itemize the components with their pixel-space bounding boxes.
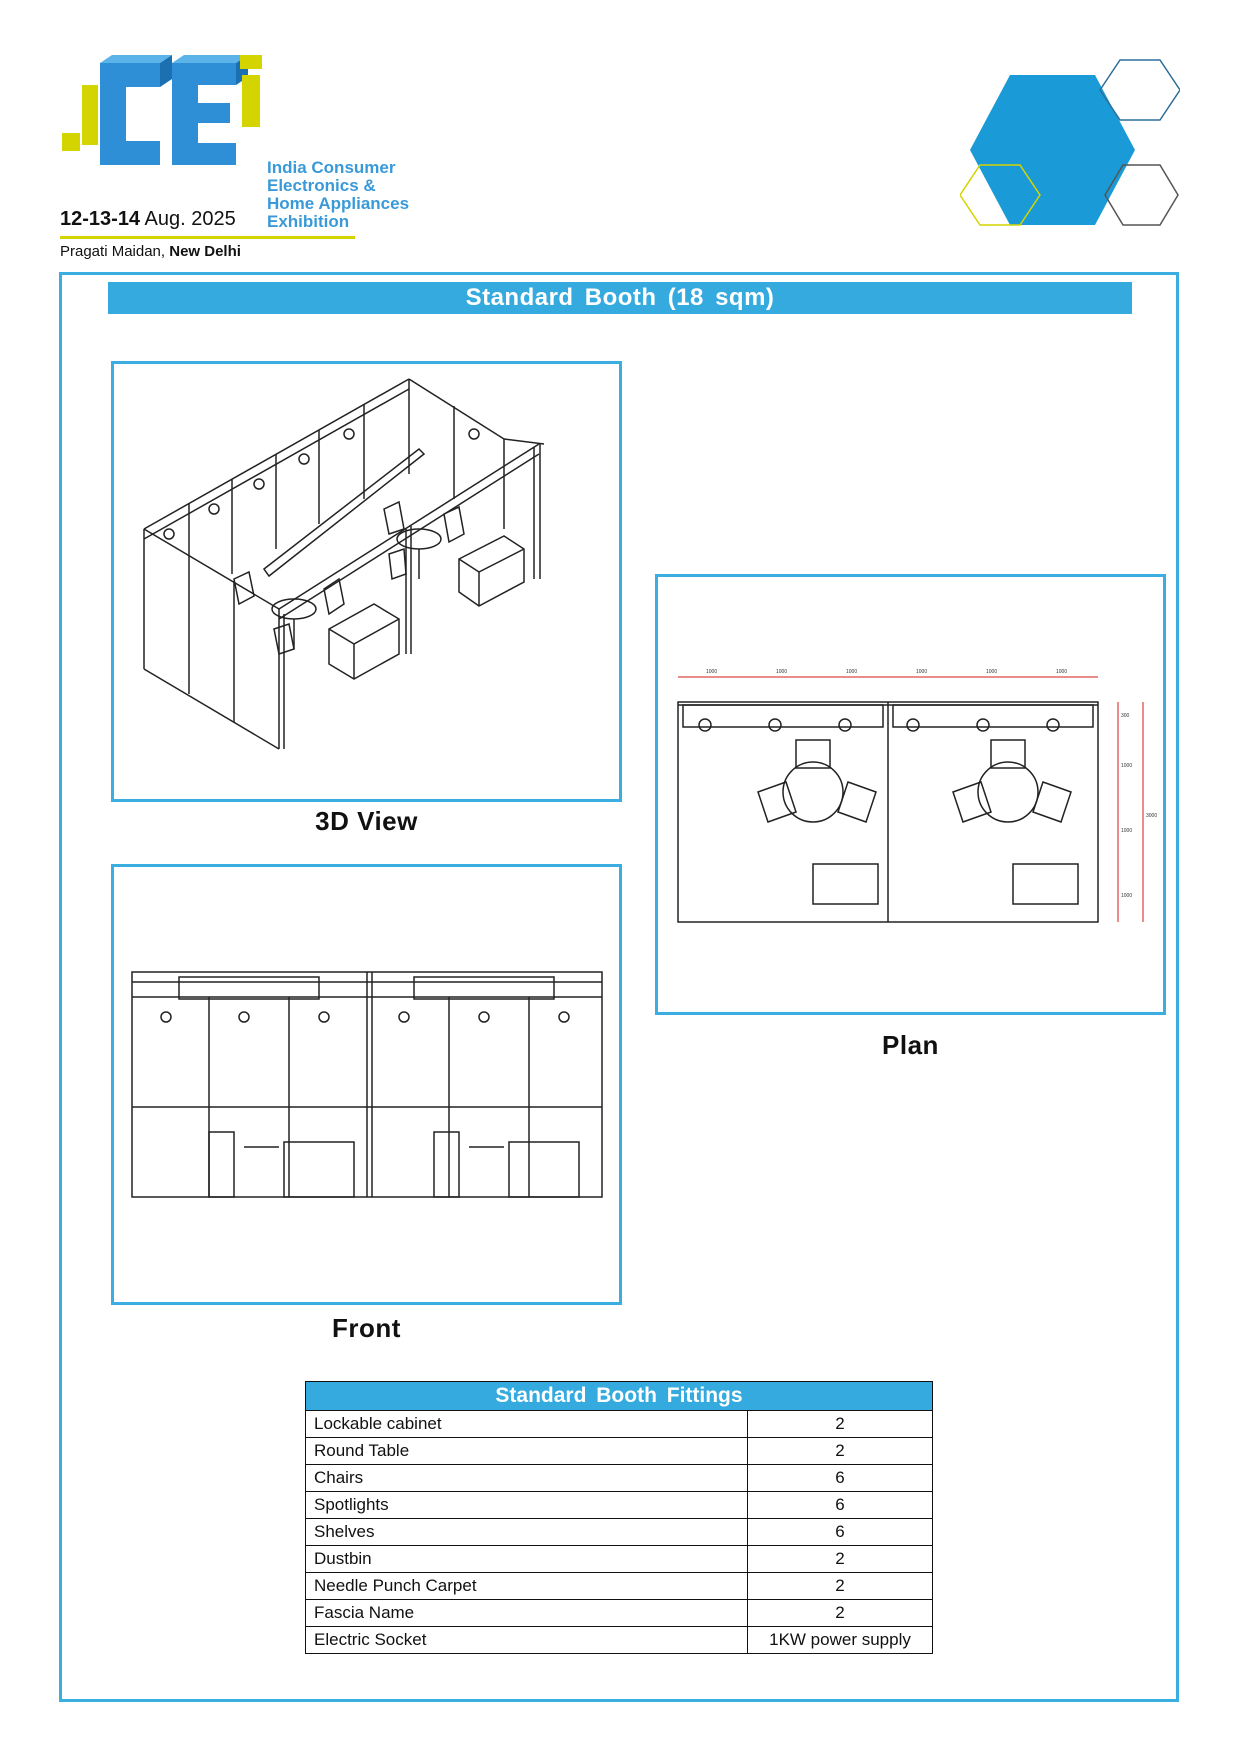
view-plan-frame — [655, 574, 1166, 1015]
plan-dim-side-1: 300 — [1121, 713, 1130, 719]
venue-city: New Delhi — [169, 243, 241, 260]
view-3d-caption: 3D View — [315, 806, 418, 836]
fitting-qty: 6 — [748, 1492, 933, 1519]
exhibition-name — [267, 159, 409, 231]
table-row — [306, 1492, 933, 1519]
plan-dim-top-3: 1000 — [846, 669, 858, 675]
date-days: 12-13-14 — [60, 208, 141, 230]
booth-3d-drawing — [114, 364, 619, 799]
table-row — [306, 1546, 933, 1573]
table-header-row — [306, 1382, 933, 1411]
table-row — [306, 1411, 933, 1438]
exhibition-date — [60, 208, 236, 231]
fitting-item: Lockable cabinet — [306, 1411, 748, 1438]
fittings-table-title: Standard Booth Fittings — [306, 1382, 933, 1411]
fitting-item: Needle Punch Carpet — [306, 1573, 748, 1600]
date-month-year: Aug. 2025 — [144, 208, 236, 230]
venue-name: Pragati Maidan, — [60, 243, 166, 260]
fitting-qty: 1KW power supply — [748, 1627, 933, 1654]
fitting-qty: 6 — [748, 1465, 933, 1492]
table-row — [306, 1465, 933, 1492]
view-front-caption: Front — [332, 1313, 401, 1343]
fitting-item: Dustbin — [306, 1546, 748, 1573]
fitting-item: Electric Socket — [306, 1627, 748, 1654]
table-row — [306, 1519, 933, 1546]
view-3d-frame — [111, 361, 622, 802]
view-plan-caption: Plan — [882, 1030, 939, 1060]
fitting-item: Spotlights — [306, 1492, 748, 1519]
fitting-qty: 2 — [748, 1573, 933, 1600]
fitting-qty: 2 — [748, 1600, 933, 1627]
page-title: Standard Booth (18 sqm) — [108, 282, 1132, 314]
fitting-qty: 2 — [748, 1546, 933, 1573]
exhibition-logo — [60, 55, 480, 265]
hexagon-decoration-icon — [960, 55, 1180, 235]
fitting-qty: 6 — [748, 1519, 933, 1546]
logo-underline — [60, 236, 355, 239]
plan-dim-side-2: 1000 — [1121, 763, 1133, 769]
exhibition-venue — [60, 243, 241, 260]
plan-dim-top-6: 1000 — [1056, 669, 1068, 675]
plan-dim-top-2: 1000 — [776, 669, 788, 675]
table-row — [306, 1627, 933, 1654]
plan-dim-top-4: 1000 — [916, 669, 928, 675]
table-row — [306, 1573, 933, 1600]
exhibition-name-line: Electronics & — [267, 176, 376, 195]
table-row — [306, 1438, 933, 1465]
fitting-item: Fascia Name — [306, 1600, 748, 1627]
fitting-item: Shelves — [306, 1519, 748, 1546]
plan-dim-side-4: 1000 — [1121, 893, 1133, 899]
exhibition-name-line: Home Appliances — [267, 194, 410, 213]
fittings-table — [305, 1381, 933, 1654]
fitting-item: Chairs — [306, 1465, 748, 1492]
fitting-item: Round Table — [306, 1438, 748, 1465]
plan-dim-top-1: 1000 — [706, 669, 718, 675]
booth-plan-drawing — [658, 577, 1163, 1012]
exhibition-name-line: India Consumer — [267, 158, 396, 177]
plan-dim-side-3: 1000 — [1121, 828, 1133, 834]
table-row — [306, 1600, 933, 1627]
fitting-qty: 2 — [748, 1411, 933, 1438]
exhibition-name-line: Exhibition — [267, 212, 350, 231]
booth-front-drawing — [114, 867, 619, 1302]
fitting-qty: 2 — [748, 1438, 933, 1465]
view-front-frame — [111, 864, 622, 1305]
plan-dim-top-5: 1000 — [986, 669, 998, 675]
ice-logo-graphic — [60, 55, 270, 185]
plan-dim-total: 3000 — [1146, 813, 1158, 819]
